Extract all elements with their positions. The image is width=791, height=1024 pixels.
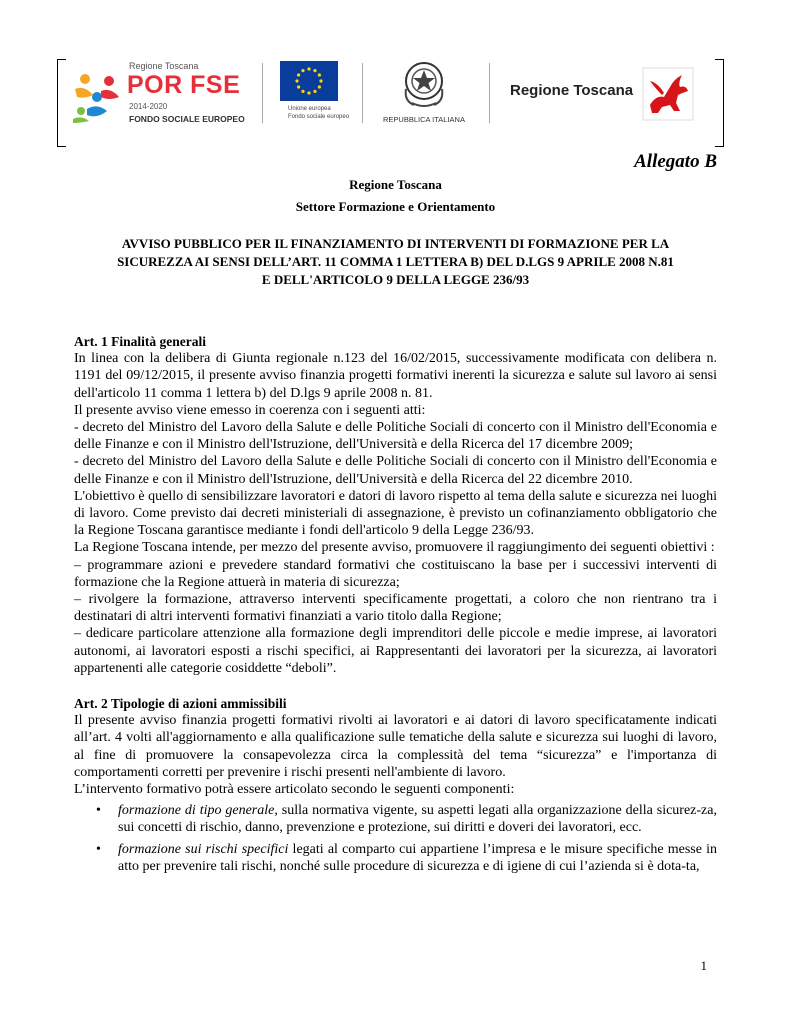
banner-separator <box>362 63 363 123</box>
paragraph: – rivolgere la formazione, attraverso interventi specificamente progettati, a coloro che non rientrano tra i destinatari di altri interventi formativi finanziati a vario titolo dalla Regione; <box>74 592 717 625</box>
por-fse-figures-icon <box>71 67 123 123</box>
eu-caption-2: Fondo sociale europeo <box>288 114 350 120</box>
por-fse-region: Regione Toscana <box>129 61 199 71</box>
page-number: 1 <box>700 958 707 973</box>
list-item <box>74 841 717 875</box>
title-line: AVVISO PUBBLICO PER IL FINANZIAMENTO DI INTERVENTI DI FORMAZIONE PER LA <box>121 236 670 251</box>
eu-logo <box>280 61 350 127</box>
banner-separator <box>489 63 490 123</box>
paragraph: L'obiettivo è quello di sensibilizzare lavoratori e datori di lavoro rispetto al tema della salute e sicurezza nei luoghi di lavoro. Come previsto dai decreti ministeriali di assegnazione, è previsto un cofinanziamento obbligatorio che la Regione Toscana garantisce mediante i fondi dell'articolo 9 della Legge 236/93. <box>74 488 717 539</box>
allegato-label: Allegato B <box>634 151 717 172</box>
pegasus-icon <box>640 65 696 123</box>
repubblica-caption: REPUBBLICA ITALIANA <box>383 115 465 124</box>
banner-frame-left <box>57 59 66 147</box>
title-line: SICUREZZA AI SENSI DELL’ART. 11 COMMA 1 LETTERA B) DEL D.LGS 9 APRILE 2008 N.81 <box>117 254 674 269</box>
list-item-text: , sulla normativa vigente, su aspetti legati alla organizzazione della sicurez-za, sui concetti di rischio, danno, prevenzione e protezione, sui diritti e doveri dei lavoratori, ecc. <box>118 803 717 836</box>
bullet-icon: • <box>96 841 101 857</box>
paragraph: In linea con la delibera di Giunta regionale n.123 del 16/02/2015, successivamente modificata con delibera n. 1191 del 09/12/2015, il presente avviso finanzia progetti formativi inerenti la sicurezza e salute sul lavoro ai sensi dell'articolo 11 comma 1 lettera b) del D.lgs 9 aprile 2008 n. 81. <box>74 351 717 401</box>
eu-caption-1: Unione europea <box>288 106 331 112</box>
paragraph: La Regione Toscana intende, per mezzo del presente avviso, promuovere il raggiungimento dei seguenti obiettivi : <box>74 540 715 556</box>
paragraph: – programmare azioni e prevedere standard formativi che costituiscano la base per i successivi interventi di formazione che la Regione attuerà in materia di sicurezza; <box>74 557 717 590</box>
por-fse-years: 2014-2020 <box>129 102 168 111</box>
art2-heading: Art. 2 Tipologie di azioni ammissibili <box>74 696 287 712</box>
logo-banner <box>57 53 724 145</box>
list-item <box>74 802 717 836</box>
document-content <box>74 333 717 875</box>
header-region: Regione Toscana <box>349 177 442 192</box>
paragraph: Il presente avviso viene emesso in coerenza con i seguenti atti: <box>74 402 426 418</box>
paragraph: - decreto del Ministro del Lavoro della Salute e delle Politiche Sociali di concerto con il Ministro dell'Economia e delle Finanze e con il Ministro dell'Istruzione, dell'Università e della Ricerca del 17 dicembre 2009; <box>74 420 717 453</box>
paragraph: – dedicare particolare attenzione alla formazione degli imprenditori delle piccole e medie imprese, ai lavoratori autonomi, ai lavoratori esposti a rischi specifici, ai Rappresentanti dei lavoratori per la sicurezza, ai lavoratori appartenenti alle categorie cosiddette “deboli”. <box>74 626 717 676</box>
banner-frame-right <box>715 59 724 147</box>
document-title <box>74 235 717 289</box>
banner-separator <box>262 63 263 123</box>
por-fse-title: POR FSE <box>127 71 241 99</box>
art1-heading: Art. 1 Finalità generali <box>74 334 206 349</box>
por-fse-fondo: FONDO SOCIALE EUROPEO <box>129 114 245 124</box>
paragraph: - decreto del Ministro del Lavoro della Salute e delle Politiche Sociali di concerto con il Ministro dell'Economia e delle Finanze e con il Ministro dell'Istruzione, dell'Università e della Ricerca del 22 dicembre 2010. <box>74 454 717 487</box>
repubblica-italiana-logo <box>379 57 469 129</box>
paragraph: L’intervento formativo potrà essere articolato secondo le seguenti componenti: <box>74 782 515 798</box>
regione-toscana-text: Regione Toscana <box>510 82 634 99</box>
list-item-text: legati al comparto cui appartiene l’impresa e le misure specifiche messe in atto per prevenire tali rischi, nonché sulle procedure di sicurezza e di igiene di cui l’azienda si è dota-ta, <box>118 841 717 874</box>
por-fse-logo <box>71 59 251 129</box>
list-item-emphasis: formazione di tipo generale <box>118 803 275 819</box>
bullet-icon: • <box>96 803 101 819</box>
regione-toscana-logo <box>510 73 715 123</box>
header-settore: Settore Formazione e Orientamento <box>295 199 496 214</box>
italian-emblem-icon <box>400 57 448 109</box>
list-item-emphasis: formazione sui rischi specifici <box>118 841 289 857</box>
title-line: E DELL'ARTICOLO 9 DELLA LEGGE 236/93 <box>261 272 530 287</box>
eu-flag-icon <box>280 61 338 101</box>
paragraph: Il presente avviso finanzia progetti formativi rivolti ai lavoratori e ai datori di lavoro specificatamente indicati all’art. 4 volti all'aggiornamento e alla qualificazione sulle tematiche della salute e sicurezza sui luoghi di lavoro, al fine di promuovere la consapevolezza circa la complessità del tema “sicurezza” e l'importanza di comportamenti corretti per prevenire i rischi presenti nell'ambiente di lavoro. <box>74 713 717 780</box>
components-list <box>74 802 717 875</box>
